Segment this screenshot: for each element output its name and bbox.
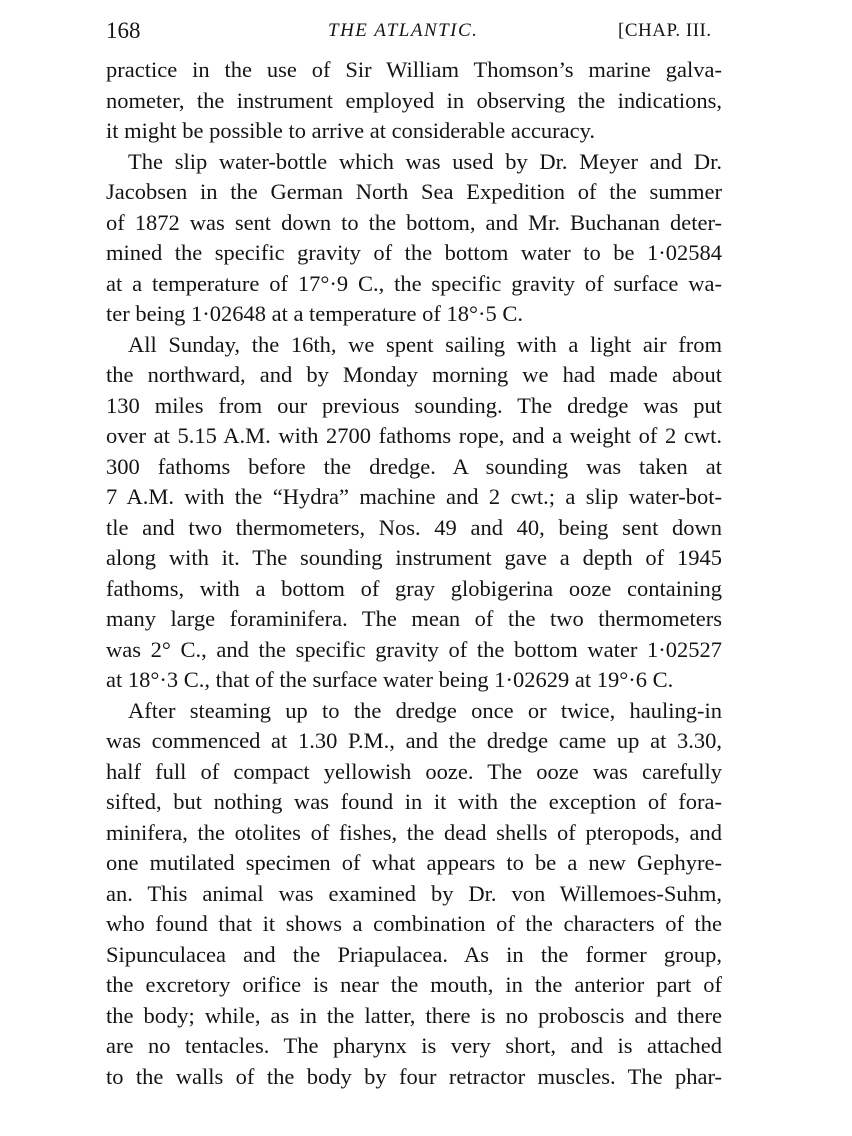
text-line: minifera, the otolites of fishes, the dead shells of pteropods, and	[106, 819, 722, 845]
text-line: was commenced at 1.30 P.M., and the dredge came up at 3.30,	[106, 728, 722, 753]
text-line: mined the specific gravity of the bottom water to be 1·02584	[106, 240, 722, 265]
text-line: along with it. The sounding instrument gave a depth of 1945	[106, 545, 722, 570]
text-line: 7 A.M. with the “Hydra” machine and 2 cwt.; a slip water-bot-	[106, 484, 722, 509]
text-line: ter being 1·02648 at a temperature of 18°·5 C.	[106, 301, 523, 326]
text-line: the northward, and by Monday morning we had made about	[106, 362, 722, 387]
text-line: Jacobsen in the German North Sea Expedition of the summer	[106, 179, 722, 204]
text-line: to the walls of the body by four retractor muscles. The phar-	[106, 1063, 722, 1089]
text-line: the body; while, as in the latter, there is no proboscis and there	[106, 1002, 722, 1028]
running-head	[0, 14, 852, 48]
text-line: was 2° C., and the specific gravity of the bottom water 1·02527	[106, 636, 722, 662]
text-line: nometer, the instrument employed in observing the indications,	[106, 87, 722, 113]
body-text	[106, 55, 722, 1092]
text-line: After steaming up to the dredge once or twice, hauling-in	[128, 697, 722, 723]
text-line: are no tentacles. The pharynx is very short, and is attached	[106, 1033, 722, 1058]
text-line: tle and two thermometers, Nos. 49 and 40, being sent down	[106, 514, 722, 540]
text-line: fathoms, with a bottom of gray globigerina ooze containing	[106, 575, 722, 601]
text-line: half full of compact yellowish ooze. The ooze was carefully	[106, 758, 722, 784]
running-title: THE ATLANTIC.	[328, 20, 479, 41]
text-line: who found that it shows a combination of the characters of the	[106, 911, 722, 936]
text-line: over at 5.15 A.M. with 2700 fathoms rope, and a weight of 2 cwt.	[106, 423, 722, 448]
text-line: sifted, but nothing was found in it with the exception of fora-	[106, 789, 722, 814]
text-line: at 18°·3 C., that of the surface water being 1·02629 at 19°·6 C.	[106, 667, 674, 692]
text-line: at a temperature of 17°·9 C., the specific gravity of surface wa-	[106, 270, 722, 296]
text-line: The slip water-bottle which was used by Dr. Meyer and Dr.	[128, 148, 722, 174]
page-number: 168	[106, 18, 141, 43]
text-line: many large foraminifera. The mean of the two thermometers	[106, 606, 722, 631]
text-line: of 1872 was sent down to the bottom, and Mr. Buchanan deter-	[106, 209, 722, 235]
text-line: it might be possible to arrive at considerable accuracy.	[106, 118, 595, 143]
text-line: All Sunday, the 16th, we spent sailing with a light air from	[128, 331, 722, 357]
chapter-reference: [CHAP. III.	[618, 20, 712, 41]
text-line: one mutilated specimen of what appears to be a new Gephyre-	[106, 850, 722, 875]
text-line: practice in the use of Sir William Thomson’s marine galva-	[106, 57, 722, 82]
text-line: the excretory orifice is near the mouth, in the anterior part of	[106, 972, 722, 997]
text-line: an. This animal was examined by Dr. von Willemoes-Suhm,	[106, 880, 722, 906]
text-line: Sipunculacea and the Priapulacea. As in the former group,	[106, 941, 722, 967]
text-line: 300 fathoms before the dredge. A sounding was taken at	[106, 453, 722, 479]
text-line: 130 miles from our previous sounding. The dredge was put	[106, 392, 722, 418]
